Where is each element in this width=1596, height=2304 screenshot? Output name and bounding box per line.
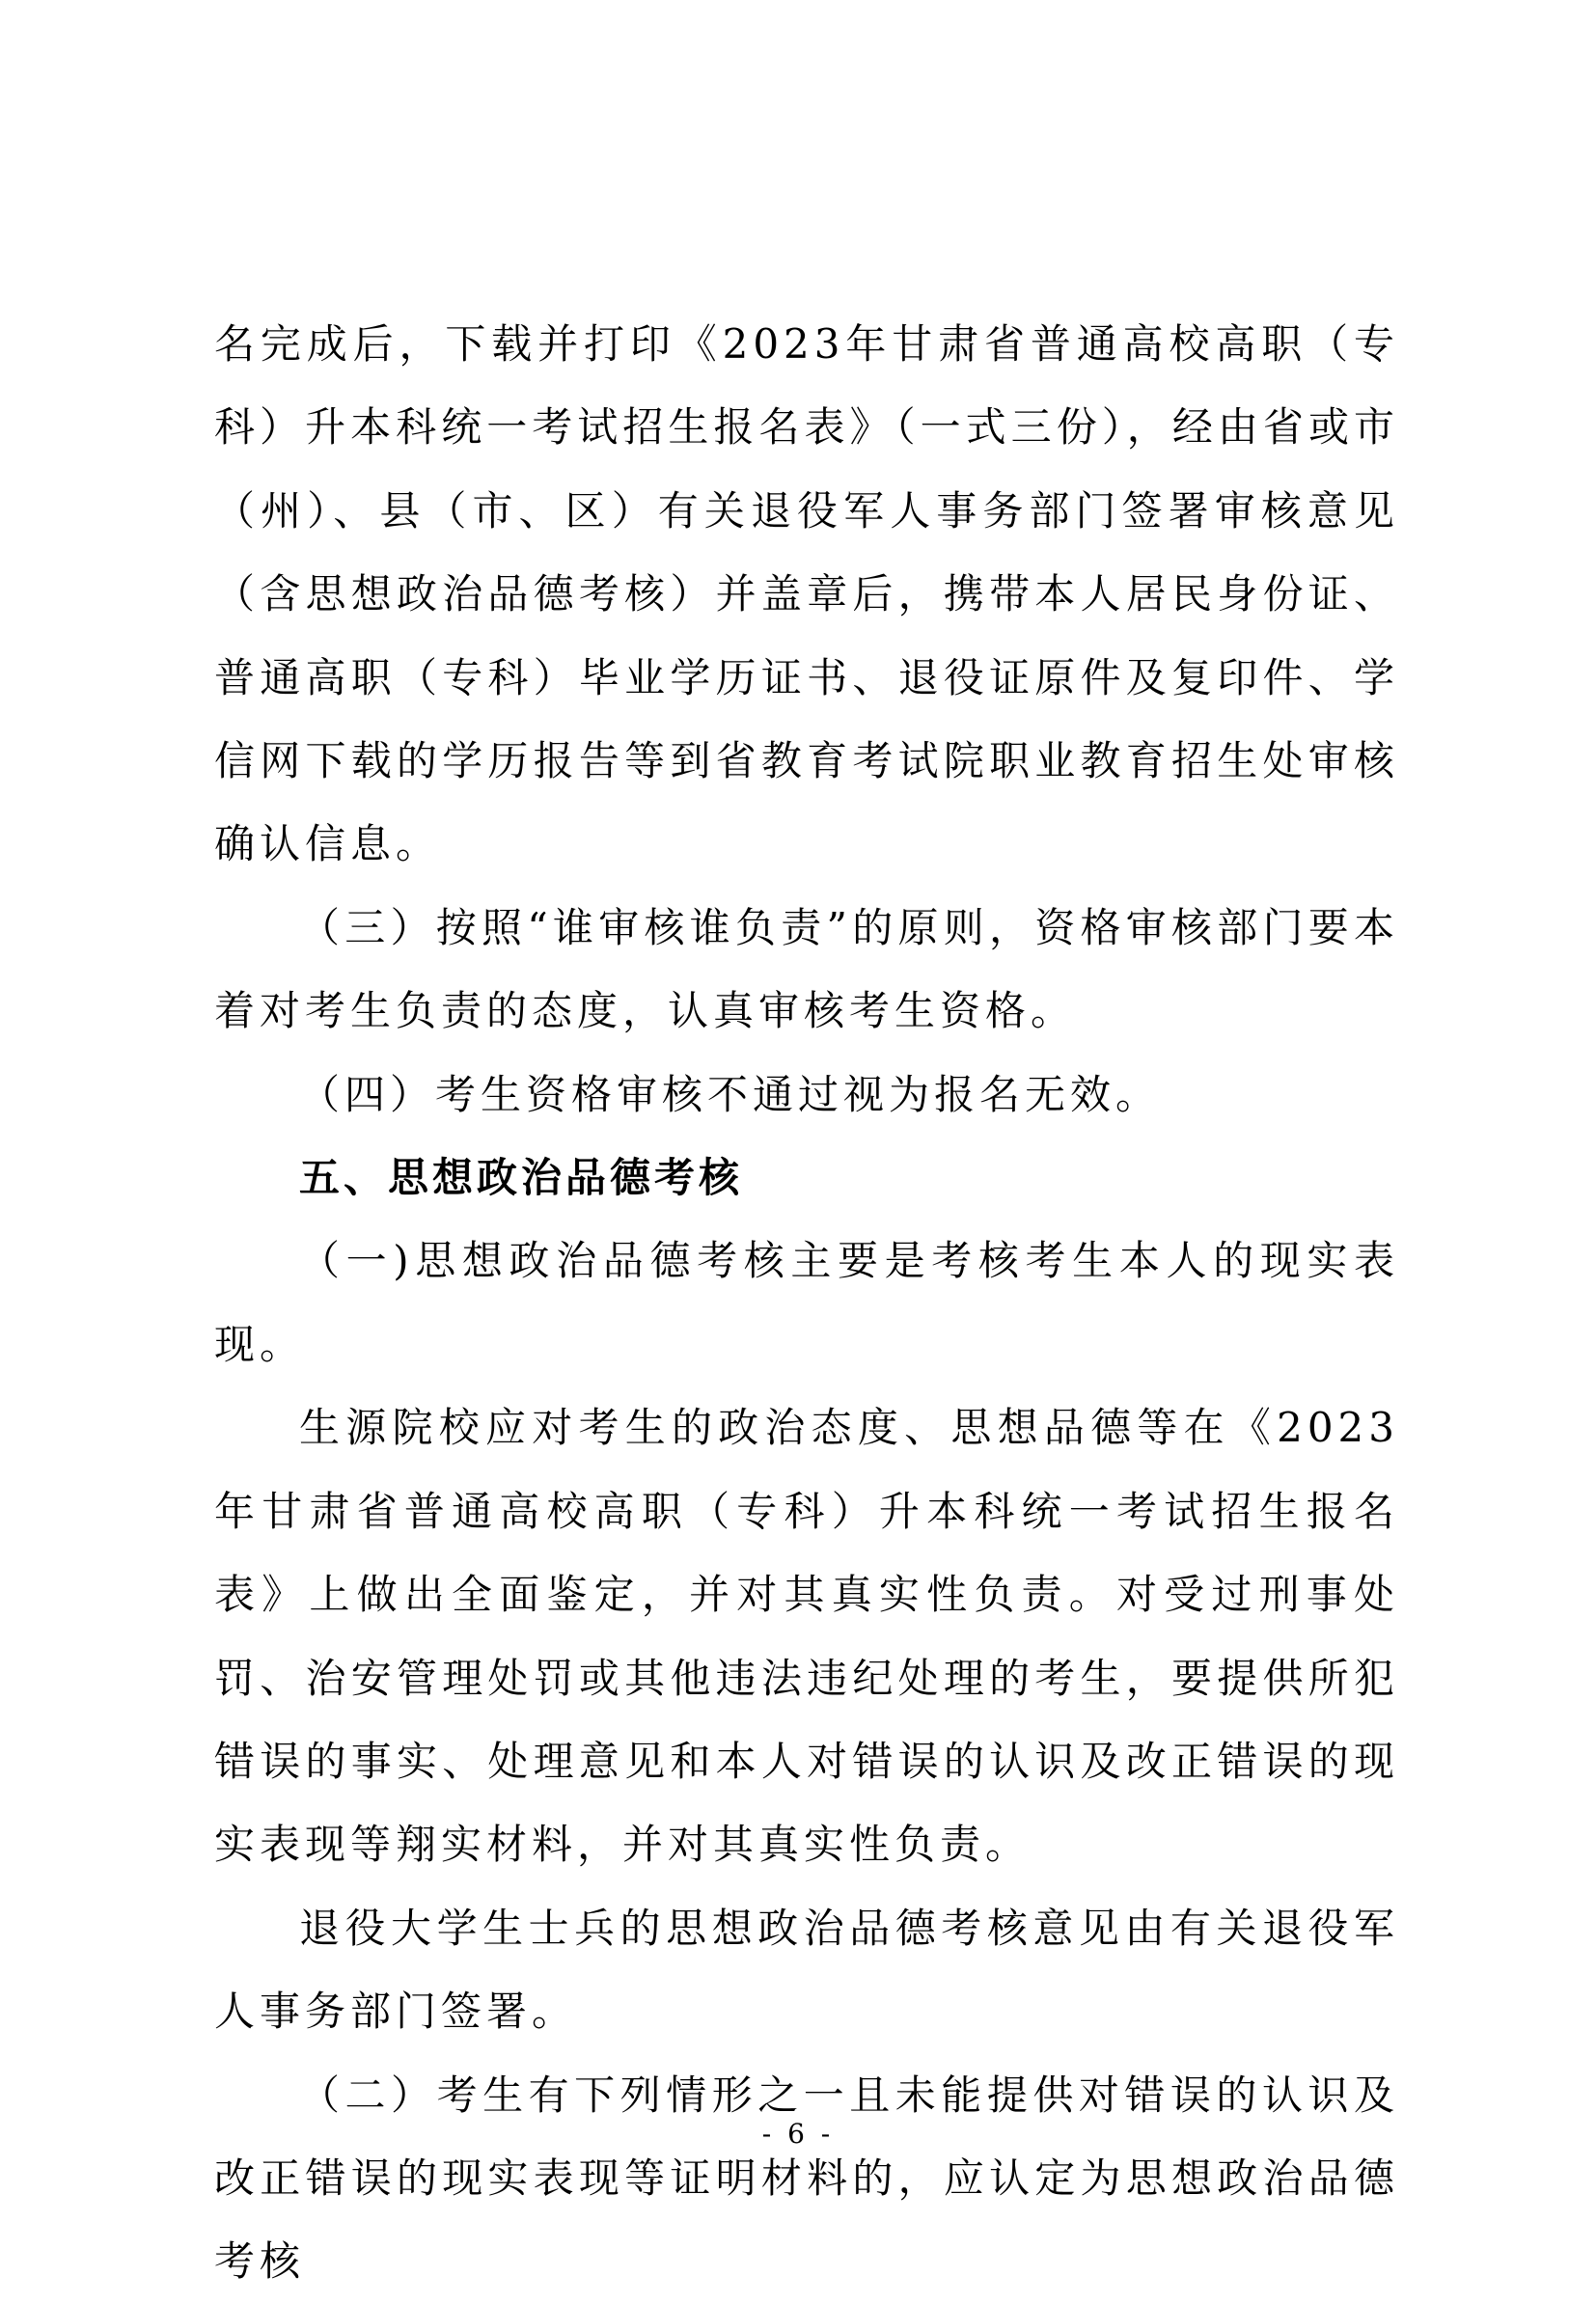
paragraph-school-assessment: 生源院校应对考生的政治态度、思想品德等在《2023年甘肃省普通高校高职（专科）升本科统一考试招生报名表》上做出全面鉴定，并对其真实性负责。对受过刑事处罚、治安管理处罚或其他违法违纪处理的考生，要提供所犯错误的事实、处理意见和本人对错误的认识及改正错误的现实表现等翔实材料，并对其真实性负责。 (214, 1404, 1399, 1869)
paragraph-failure-conditions: （二）考生有下列情形之一且未能提供对错误的认识及改正错误的现实表现等证明材料的，应认定为思想政治品德考核 (214, 2071, 1399, 2286)
document-body (214, 303, 1399, 2286)
page-number: - 6 - (761, 2118, 835, 2150)
paragraph-registration-continuation: 名完成后，下载并打印《2023年甘肃省普通高校高职（专科）升本科统一考试招生报名表》（一式三份），经由省或市（州）、县（市、区）有关退役军人事务部门签署审核意见（含思想政治品德考核）并盖章后，携带本人居民身份证、普通高职（专科）毕业学历证书、退役证原件及复印件、学信网下载的学历报告等到省教育考试院职业教育招生处审核确认信息。 (214, 320, 1399, 868)
section-heading-ideological-political-assessment: 五、思想政治品德考核 (299, 1154, 744, 1202)
paragraph-veteran-assessment: 退役大学生士兵的思想政治品德考核意见由有关退役军人事务部门签署。 (214, 1904, 1399, 2036)
paragraph-review-failure: （四）考生资格审核不通过视为报名无效。 (299, 1070, 1162, 1118)
paragraph-assessment-focus: （一)思想政治品德考核主要是考核考生本人的现实表现。 (214, 1237, 1399, 1368)
paragraph-review-responsibility: （三）按照“谁审核谁负责”的原则，资格审核部门要本着对考生负责的态度，认真审核考生资格。 (214, 903, 1399, 1035)
